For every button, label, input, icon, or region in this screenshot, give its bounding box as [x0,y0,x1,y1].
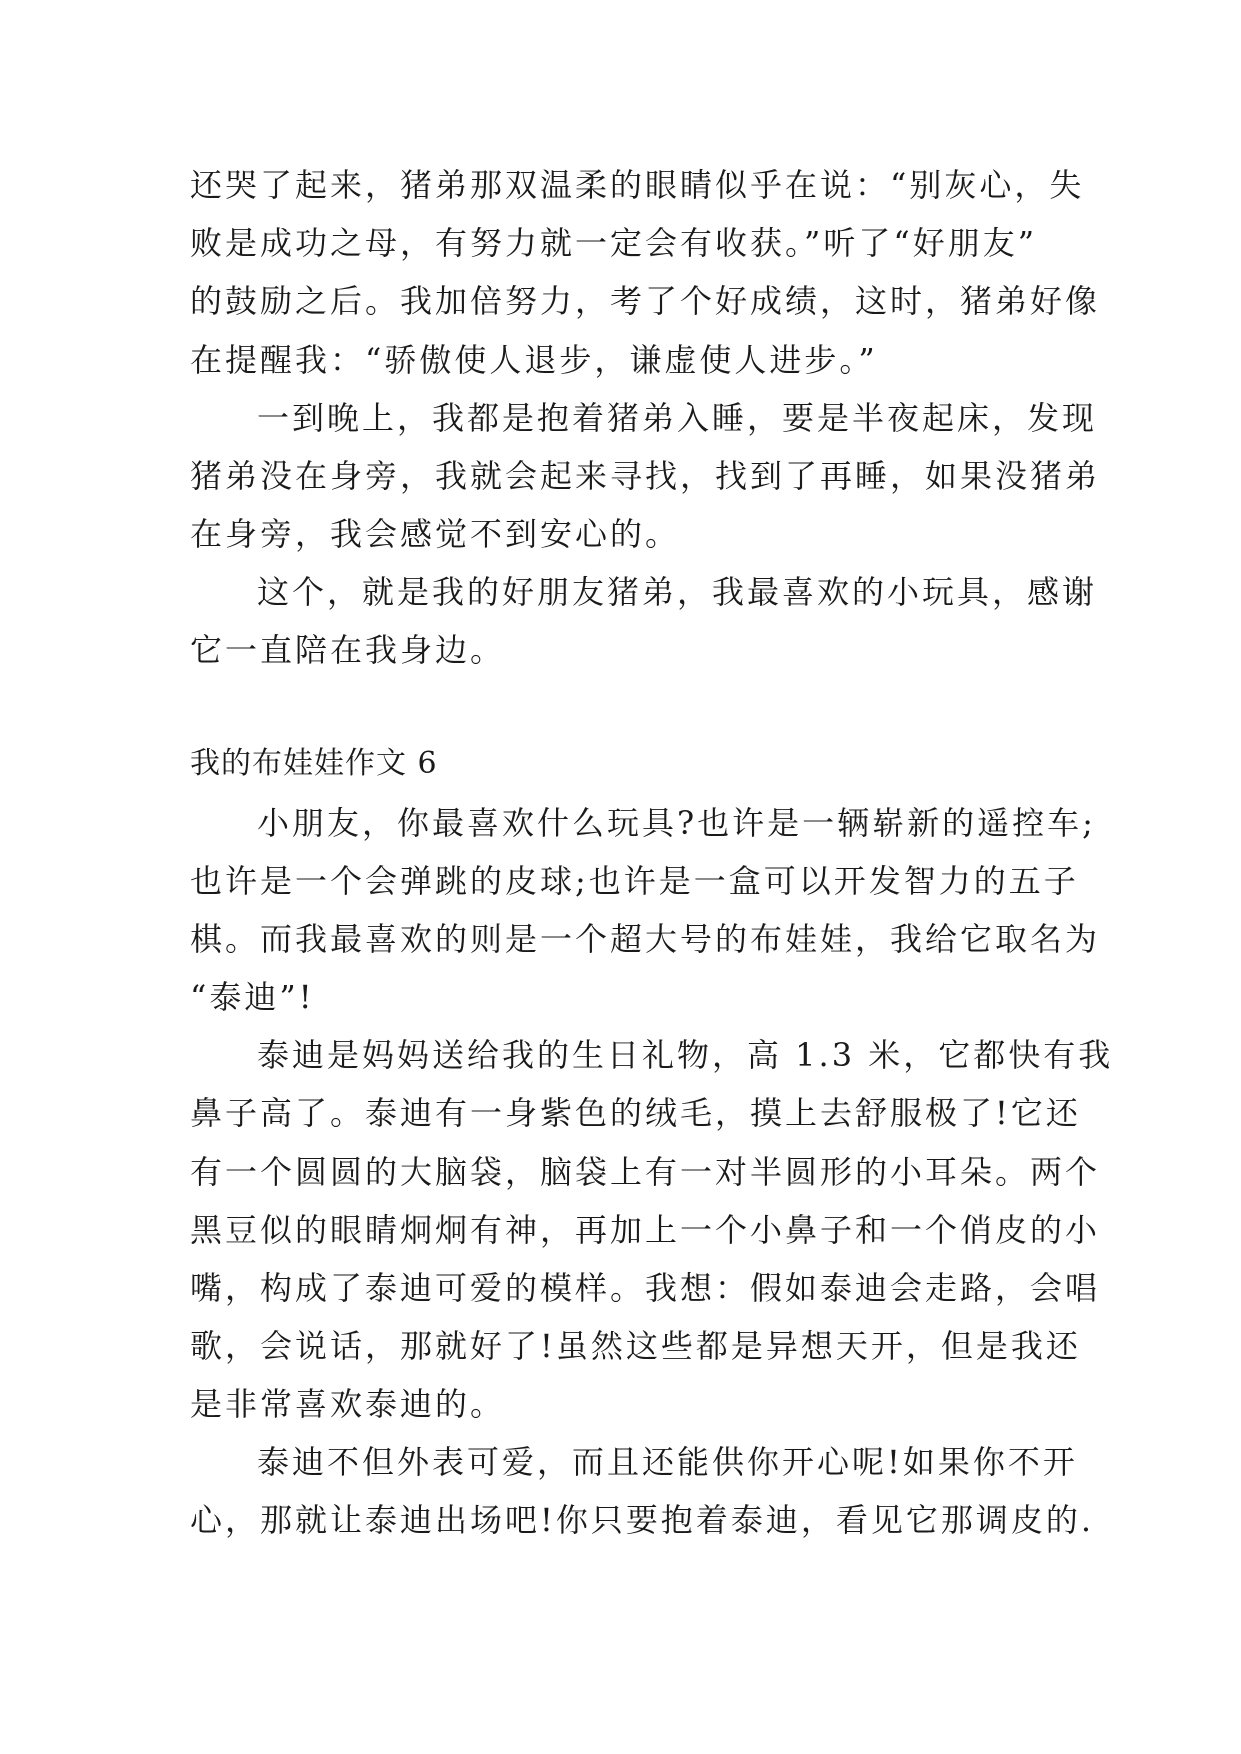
text-line: 它一直陪在我身边。 [190,631,506,669]
paragraph-first-line: 泰迪不但外表可爱，而且还能供你开心呢!如果你不开 [257,1443,1078,1481]
paragraph-first-line: 一到晚上，我都是抱着猪弟入睡，要是半夜起床，发现 [257,399,1098,437]
text-line: 嘴，构成了泰迪可爱的模样。我想：假如泰迪会走路，会唱 [190,1269,1101,1307]
text-line: 心，那就让泰迪出场吧!你只要抱着泰迪，看见它那调皮的. [190,1501,1095,1539]
text-line: 有一个圆圆的大脑袋，脑袋上有一对半圆形的小耳朵。两个 [190,1153,1101,1191]
paragraph-first-line: 小朋友，你最喜欢什么玩具?也许是一辆崭新的遥控车; [257,804,1096,842]
text-line: 还哭了起来，猪弟那双温柔的眼睛似乎在说：“别灰心，失 [190,166,1085,204]
text-line: 在身旁，我会感觉不到安心的。 [190,515,681,553]
text-line: 是非常喜欢泰迪的。 [190,1385,506,1423]
text-line: “泰迪”! [190,978,315,1016]
text-line: 歌，会说话，那就好了!虽然这些都是异想天开，但是我还 [190,1327,1081,1365]
paragraph-first-line: 泰迪是妈妈送给我的生日礼物，高 1.3 米，它都快有我 [257,1036,1114,1074]
text-line: 在提醒我：“骄傲使人退步，谦虚使人进步。” [190,341,878,379]
text-line: 也许是一个会弹跳的皮球;也许是一盒可以开发智力的五子 [190,862,1079,900]
text-line: 败是成功之母，有努力就一定会有收获。”听了“好朋友” [190,224,1038,262]
section-heading: 我的布娃娃作文 6 [190,746,438,781]
paragraph-first-line: 这个，就是我的好朋友猪弟，我最喜欢的小玩具，感谢 [257,573,1098,611]
text-line: 鼻子高了。泰迪有一身紫色的绒毛，摸上去舒服极了!它还 [190,1094,1081,1132]
text-line: 的鼓励之后。我加倍努力，考了个好成绩，这时，猪弟好像 [190,282,1101,320]
text-line: 猪弟没在身旁，我就会起来寻找，找到了再睡，如果没猪弟 [190,457,1101,495]
text-line: 黑豆似的眼睛炯炯有神，再加上一个小鼻子和一个俏皮的小 [190,1211,1101,1249]
text-line: 棋。而我最喜欢的则是一个超大号的布娃娃，我给它取名为 [190,920,1101,958]
